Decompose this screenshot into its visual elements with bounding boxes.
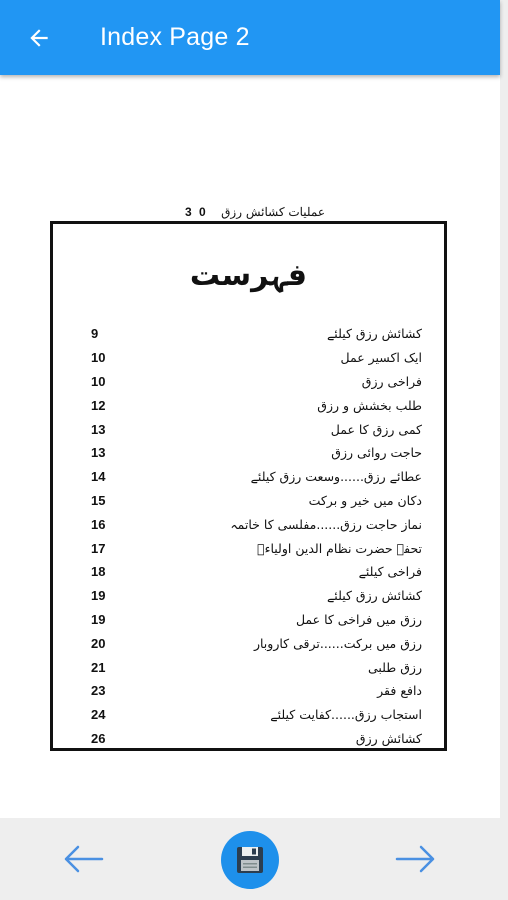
toc-entry <box>91 393 422 417</box>
toc-entry-title: نماز حاجت رزق......مفلسی کا خاتمہ <box>230 516 422 532</box>
toc-entry-title: کشائش رزق کیلئے <box>326 588 422 604</box>
toc-entry-title: ایک اکسیر عمل <box>340 350 422 366</box>
toc-entry-title: دافع فقر <box>377 683 422 699</box>
toc-entry-page: 13 <box>91 421 106 437</box>
save-button[interactable] <box>221 831 279 889</box>
toc-entry-page: 16 <box>91 516 106 532</box>
toc-entry <box>91 417 422 441</box>
next-page-button[interactable] <box>393 842 437 876</box>
toc-entry-page: 10 <box>91 373 106 389</box>
toc-entry-title: کشائش رزق <box>355 730 422 746</box>
toc-entry-title: فراخی کیلئے <box>358 564 422 580</box>
table-of-contents <box>50 221 447 751</box>
floppy-disk-icon <box>234 844 266 876</box>
arrow-right-icon <box>393 842 437 876</box>
toc-entry-title: کمی رزق کا عمل <box>330 421 422 437</box>
toc-entry <box>91 346 422 370</box>
toc-list <box>91 322 422 750</box>
arrow-left-icon <box>62 842 106 876</box>
toc-entry-page: 13 <box>91 445 106 461</box>
toc-entry-title: رزق میں فراخی کا عمل <box>295 611 422 627</box>
toc-entry-page: 19 <box>91 611 106 627</box>
toc-entry-title: رزق میں برکت......ترقی کاروبار <box>253 635 422 651</box>
toc-entry-page: 24 <box>91 707 106 723</box>
toc-entry-page: 12 <box>91 397 106 413</box>
toc-entry-page: 15 <box>91 492 106 508</box>
bottom-navigation <box>0 818 500 900</box>
toc-entry-page: 21 <box>91 659 106 675</box>
toc-entry-title: استجاب رزق......کفایت کیلئے <box>270 707 422 723</box>
document-header <box>185 202 325 222</box>
toc-entry <box>91 465 422 489</box>
toc-entry-title: طلب بخشش و رزق <box>317 397 422 413</box>
back-button[interactable] <box>12 0 66 75</box>
toc-entry <box>91 584 422 608</box>
toc-entry <box>91 489 422 513</box>
toc-entry-title: تحفہ حضرت نظام الدین اولیاءؒ <box>257 540 422 556</box>
toc-entry-title: حاجت روائی رزق <box>331 445 422 461</box>
toc-entry-page: 20 <box>91 635 106 651</box>
toc-entry-title: عطائے رزق......وسعت رزق کیلئے <box>250 469 422 485</box>
toc-heading: فہرست <box>189 258 308 293</box>
header-book-title: عملیات کشائش رزق <box>221 205 325 219</box>
toc-entry-title: دکان میں خیر و برکت <box>308 492 422 508</box>
toc-entry-page: 26 <box>91 730 106 746</box>
toc-entry <box>91 679 422 703</box>
document-page <box>0 75 500 818</box>
header-page-number: 3 0 <box>185 205 208 219</box>
arrow-left-icon <box>26 25 52 51</box>
toc-entry <box>91 536 422 560</box>
toc-entry-page: 19 <box>91 588 106 604</box>
scroll-edge <box>500 0 508 900</box>
toc-entry-page: 18 <box>91 564 106 580</box>
toc-entry <box>91 560 422 584</box>
toc-entry-page: 23 <box>91 683 106 699</box>
toc-entry-page: 17 <box>91 540 106 556</box>
toc-entry <box>91 703 422 727</box>
toc-entry-page: 14 <box>91 469 106 485</box>
toc-entry <box>91 608 422 632</box>
toc-entry <box>91 441 422 465</box>
page-title: Index Page 2 <box>100 23 250 51</box>
toc-entry-page: 9 <box>91 326 99 342</box>
toc-entry <box>91 655 422 679</box>
toc-entry-title: رزق طلبی <box>367 659 422 675</box>
toc-entry-title: فراخی رزق <box>361 373 422 389</box>
toc-entry <box>91 631 422 655</box>
toc-entry <box>91 727 422 751</box>
toc-entry <box>91 512 422 536</box>
toc-entry <box>91 322 422 346</box>
toc-entry <box>91 370 422 394</box>
toc-entry-page: 10 <box>91 350 106 366</box>
toc-entry-title: کشائش رزق کیلئے <box>326 326 422 342</box>
app-bar <box>0 0 500 75</box>
previous-page-button[interactable] <box>62 842 106 876</box>
